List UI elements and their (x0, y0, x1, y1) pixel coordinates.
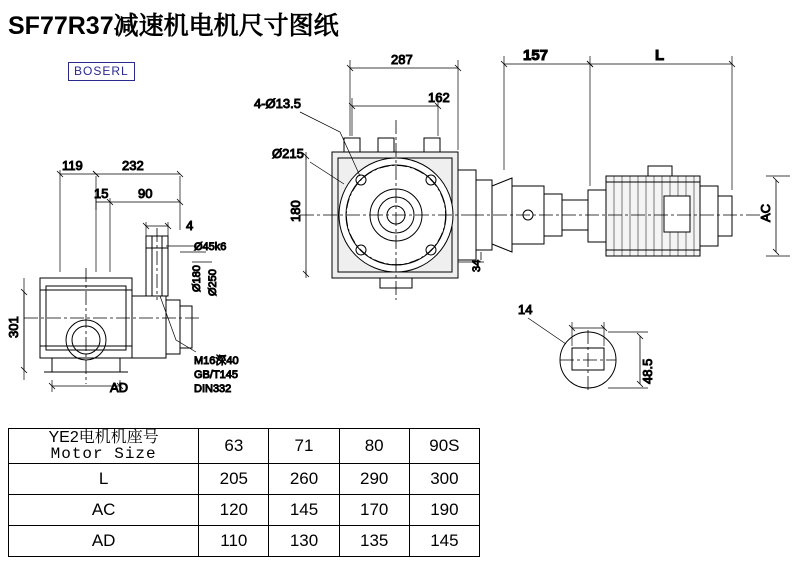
table-cell: 110 (199, 526, 269, 557)
table-cell: 90S (409, 429, 479, 464)
row-label-en: Motor Size (50, 445, 157, 463)
dim-180: 180 (288, 200, 303, 222)
dim-119: 119 (62, 158, 83, 173)
note-gbt145: GB/T145 (194, 369, 239, 381)
table-cell: 135 (339, 526, 409, 557)
table-cell: 290 (339, 464, 409, 495)
table-row-header: AC (9, 495, 199, 526)
dim-AD-left: AD (110, 380, 129, 395)
dim-90: 90 (138, 186, 153, 201)
table-row (9, 526, 480, 557)
table-cell: 190 (409, 495, 479, 526)
dim-15: 15 (94, 186, 109, 201)
table-row-header: L (9, 464, 199, 495)
table-cell: 145 (409, 526, 479, 557)
dim-d250: Ø250 (207, 269, 219, 296)
table-row-header: AD (9, 526, 199, 557)
table-cell: 63 (199, 429, 269, 464)
table-cell: 300 (409, 464, 479, 495)
table-cell: 145 (269, 495, 339, 526)
table-cell: 205 (199, 464, 269, 495)
table-row (9, 429, 480, 464)
brand-logo: BOSERL (68, 62, 135, 81)
dim-14: 14 (518, 302, 533, 317)
dim-34: 34 (471, 259, 483, 272)
page-title: SF77R37减速机电机尺寸图纸 (8, 12, 339, 40)
table-cell: 130 (269, 526, 339, 557)
dim-d180: Ø180 (191, 265, 203, 292)
dim-485: 48.5 (640, 358, 655, 384)
dim-232: 232 (122, 158, 144, 173)
dim-d45k6: Ø45k6 (194, 241, 227, 253)
spec-table (8, 428, 480, 557)
table-row (9, 464, 480, 495)
dim-d215: Ø215 (272, 146, 304, 161)
table-cell: 120 (199, 495, 269, 526)
dim-4xd135: 4-Ø13.5 (254, 96, 301, 111)
note-m16: M16深40 (194, 355, 239, 367)
table-row (9, 495, 480, 526)
table-cell: 80 (339, 429, 409, 464)
table-cell: 170 (339, 495, 409, 526)
note-din332: DIN332 (194, 383, 232, 395)
dim-L: L (655, 47, 665, 64)
dim-4: 4 (186, 218, 194, 233)
dim-287: 287 (391, 52, 413, 67)
dim-157: 157 (523, 47, 549, 64)
dim-AC: AC (758, 203, 773, 222)
table-row-header (9, 429, 199, 464)
row-label-cn: YE2电机机座号 (48, 429, 159, 446)
table-cell: 260 (269, 464, 339, 495)
dim-301: 301 (6, 316, 21, 338)
table-cell: 71 (269, 429, 339, 464)
dim-162: 162 (428, 90, 450, 105)
